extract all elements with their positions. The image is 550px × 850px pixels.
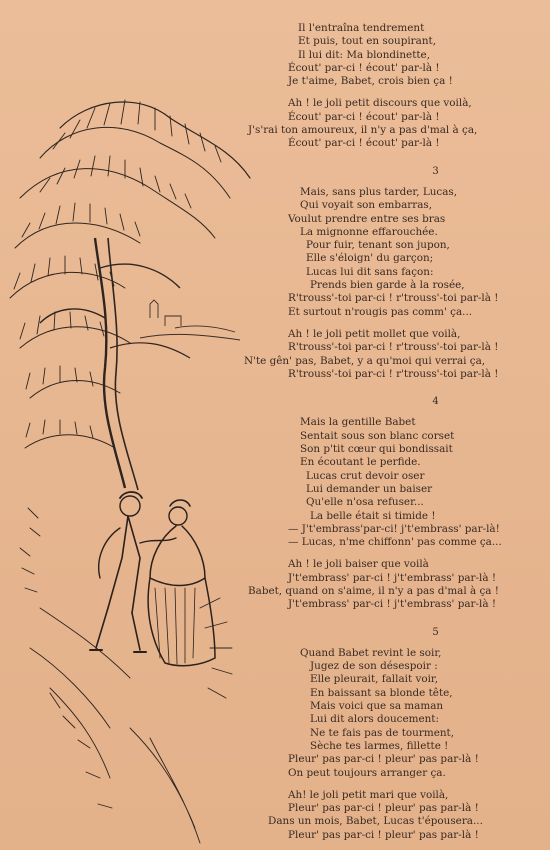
refrain-line: Pleur' pas par-ci ! pleur' pas par-là ! (288, 802, 479, 815)
verse-line: En écoutant le perfide. (300, 456, 421, 469)
refrain (238, 789, 543, 842)
verse-line: Mais voici que sa maman (310, 700, 444, 713)
refrain-line: R'trouss'-toi par-ci ! r'trouss'-toi par-là ! (288, 341, 499, 354)
refrain (238, 328, 543, 381)
verse-line: La mignonne effarouchée. (300, 225, 438, 238)
verse-line: Écout' par-ci ! écout' par-là ! (288, 61, 440, 74)
song-text (238, 22, 543, 842)
refrain-line: Écout' par-ci ! écout' par-là ! (288, 110, 440, 123)
verse-line: Il l'entraîna tendrement (298, 22, 425, 34)
engraving-couple-under-tree (0, 88, 262, 848)
stanza-5 (238, 647, 543, 842)
verse-line: — Lucas, n'me chiffonn' pas comme ça... (288, 536, 502, 549)
refrain-line: Babet, quand on s'aime, il n'y a pas d'mal à ça ! (248, 584, 499, 597)
verse-line: Lucas crut devoir oser (306, 469, 425, 482)
verse-line: Quand Babet revint le soir, (300, 646, 442, 659)
verse-line: On peut toujours arranger ça. (288, 766, 446, 779)
verse-line: — J't'embrass'par-ci! j't'embrass' par-là! (288, 522, 500, 535)
refrain-line: J't'embrass' par-ci ! j't'embrass' par-là ! (288, 598, 497, 611)
tree-trunk (40, 238, 190, 490)
verse-line: Prends bien garde à la rosée, (310, 279, 465, 292)
verse-line: Voulut prendre entre ses bras (288, 212, 446, 225)
refrain-line: Pleur' pas par-ci ! pleur' pas par-là ! (288, 828, 479, 841)
refrain-line: Ah ! le joli petit mollet que voilà, (288, 327, 461, 340)
verse-line: Lui dit alors doucement: (310, 713, 439, 726)
tree-foliage (10, 100, 250, 448)
distant-village (140, 300, 240, 340)
verse-line: Son p'tit cœur qui bondissait (300, 443, 453, 456)
stanza-2-ending (238, 22, 543, 151)
verse-line: Il lui dit: Ma blondinette, (298, 48, 431, 61)
verse-line: Sèche tes larmes, fillette ! (310, 739, 449, 752)
verse-line: Et surtout n'rougis pas comm' ça... (288, 305, 473, 318)
refrain-line: J't'embrass' par-ci ! j't'embrass' par-là ! (288, 571, 497, 584)
refrain-line: N'te gên' pas, Babet, y a qu'moi qui verrai ça, (244, 354, 486, 367)
stanza-number: 3 (432, 165, 439, 177)
refrain-line: Ah ! le joli baiser que voilà (288, 558, 429, 571)
couple-figures (90, 492, 215, 666)
verse-line: La belle était si timide ! (310, 509, 436, 522)
refrain-line: Ah ! le joli petit discours que voilà, (288, 97, 472, 110)
verse-line: Lui demander un baiser (306, 482, 433, 495)
refrain (238, 558, 543, 611)
stanza-3 (238, 186, 543, 381)
verse-line: Je t'aime, Babet, crois bien ça ! (288, 75, 453, 88)
verse-line: Mais, sans plus tarder, Lucas, (300, 185, 458, 198)
refrain-line: Écout' par-ci ! écout' par-là ! (288, 137, 440, 150)
verse-line: Jugez de son désespoir : (310, 660, 438, 673)
refrain-line: R'trouss'-toi par-ci ! r'trouss'-toi par-là ! (288, 367, 499, 380)
stanza-number: 5 (432, 626, 439, 638)
ground-foliage (20, 508, 232, 843)
stanza-4 (238, 416, 543, 611)
refrain-line: J's'rai ton amoureux, il n'y a pas d'mal à ça, (248, 124, 478, 137)
verse-line: Ne te fais pas de tourment, (310, 726, 455, 739)
verse-line: Pleur' pas par-ci ! pleur' pas par-là ! (288, 753, 479, 766)
refrain-line: Ah! le joli petit mari que voilà, (288, 788, 449, 801)
verse-line: Mais la gentille Babet (300, 416, 416, 429)
verse-line: Lucas lui dit sans façon: (306, 265, 434, 278)
refrain (238, 97, 543, 150)
verse-line: Qu'elle n'osa refuser... (306, 496, 424, 509)
refrain-line: Dans un mois, Babet, Lucas t'épousera... (268, 815, 483, 828)
verse-line: Elle s'éloign' du garçon; (306, 252, 434, 265)
verse-line: Et puis, tout en soupirant, (298, 35, 437, 48)
verse-line: R'trouss'-toi par-ci ! r'trouss'-toi par-là ! (288, 292, 499, 305)
verse-line: Sentait sous son blanc corset (300, 429, 455, 442)
verse-line: Pour fuir, tenant son jupon, (306, 239, 450, 252)
stanza-number: 4 (432, 396, 439, 408)
verse-line: En baissant sa blonde tête, (310, 686, 453, 699)
verse-line: Elle pleurait, fallait voir, (310, 673, 439, 686)
verse-line: Qui voyait son embarras, (300, 199, 433, 212)
